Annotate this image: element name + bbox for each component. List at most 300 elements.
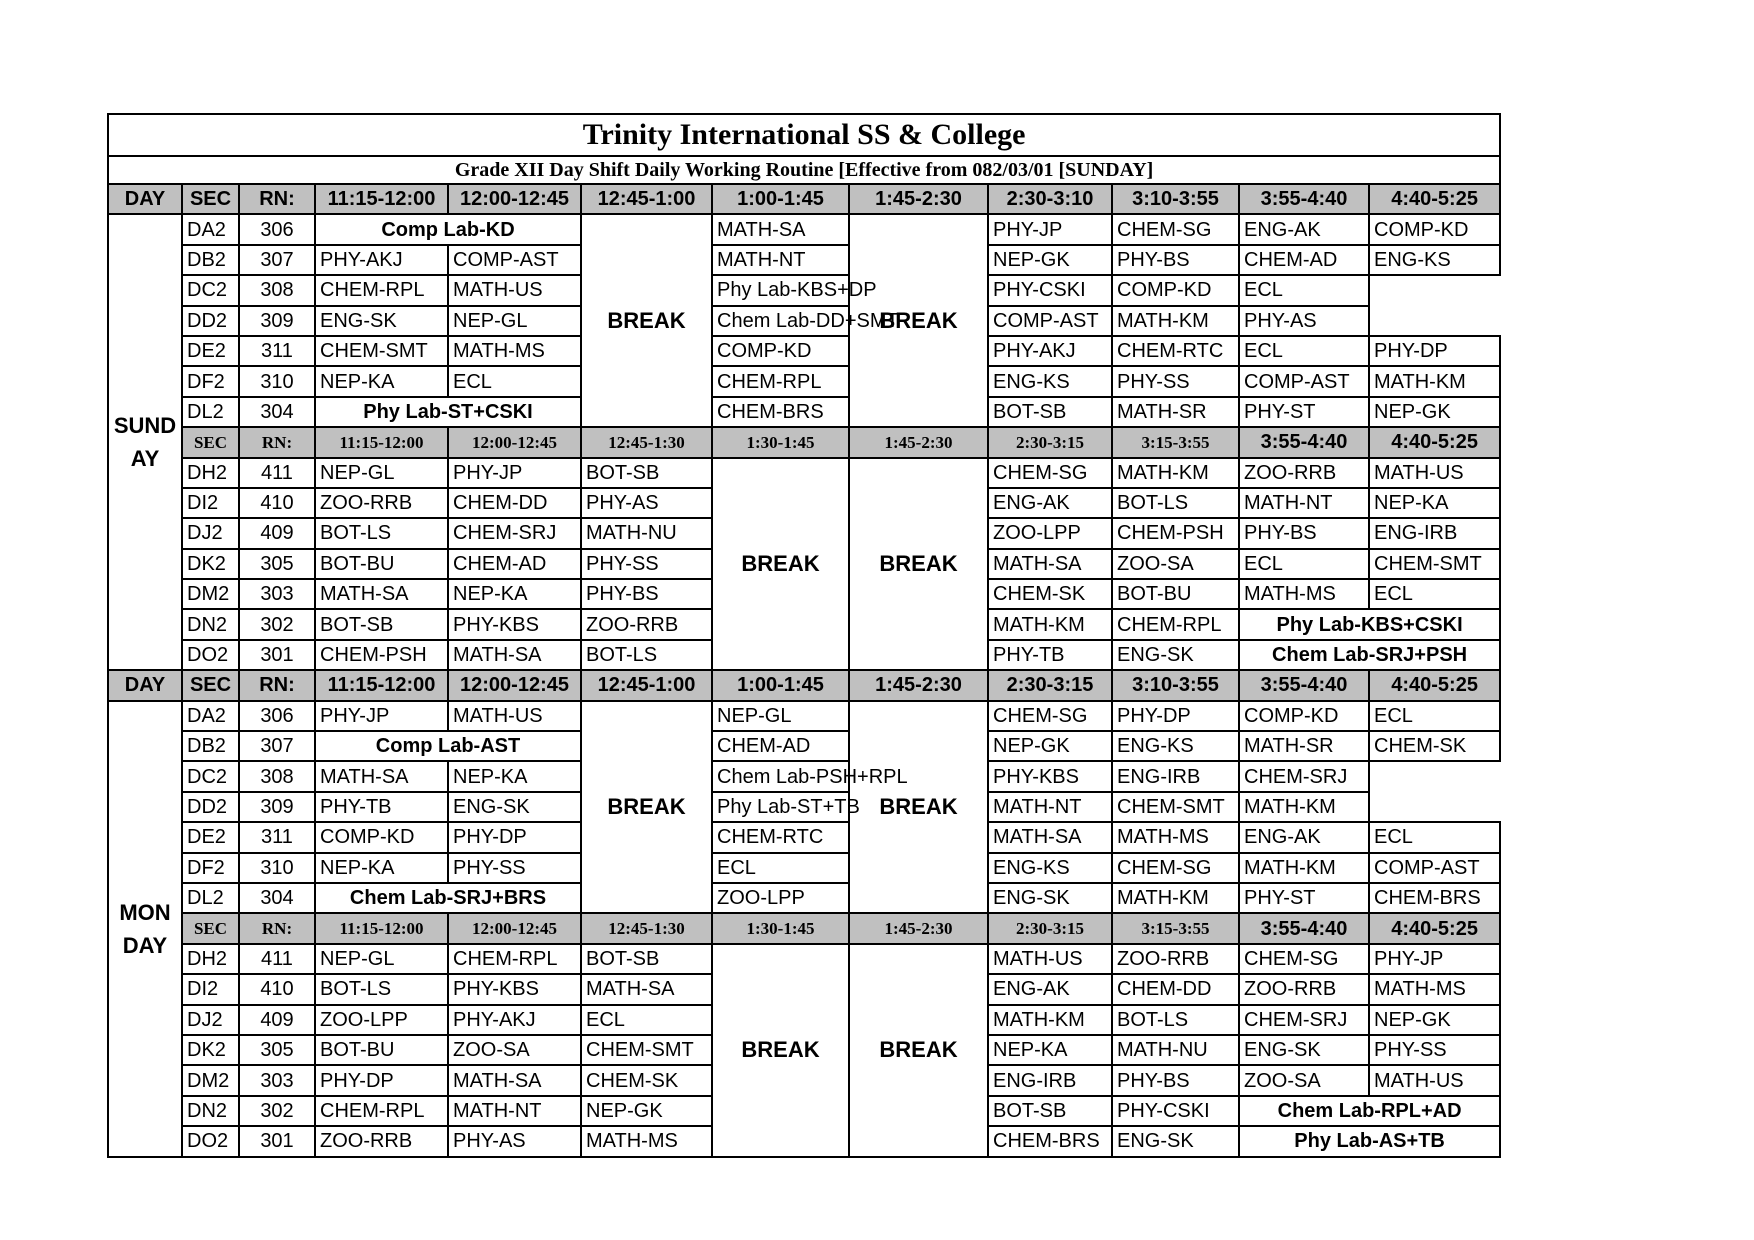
period-cell: PHY-TB xyxy=(315,792,448,822)
period-cell: COMP-AST xyxy=(1239,366,1369,396)
section-cell: DJ2 xyxy=(182,518,239,548)
period-cell: ECL xyxy=(1239,336,1369,366)
section-cell: DO2 xyxy=(182,1126,239,1156)
break-cell: BREAK xyxy=(581,214,712,427)
period-cell: CHEM-RPL xyxy=(1112,609,1239,639)
table-row xyxy=(108,792,1500,822)
day-label: MONDAY xyxy=(108,701,182,1157)
column-header: 1:45-2:30 xyxy=(849,427,988,457)
period-cell: CHEM-RPL xyxy=(712,366,849,396)
period-cell: NEP-KA xyxy=(315,853,448,883)
section-cell: DL2 xyxy=(182,397,239,427)
period-cell: CHEM-RPL xyxy=(315,1096,448,1126)
column-header: 2:30-3:15 xyxy=(988,427,1112,457)
period-cell: CHEM-DD xyxy=(1112,974,1239,1004)
period-cell: ZOO-RRB xyxy=(1239,458,1369,488)
period-cell: BOT-LS xyxy=(315,974,448,1004)
routine-table xyxy=(107,113,1501,1158)
period-cell: CHEM-SMT xyxy=(581,1035,712,1065)
column-header: 11:15-12:00 xyxy=(315,427,448,457)
column-header: 12:45-1:30 xyxy=(581,427,712,457)
period-cell: CHEM-AD xyxy=(1239,245,1369,275)
period-cell: NEP-GL xyxy=(712,701,849,731)
section-cell: DC2 xyxy=(182,761,239,791)
room-number-cell: 310 xyxy=(239,853,315,883)
column-header: 4:40-5:25 xyxy=(1369,913,1500,943)
period-cell: ECL xyxy=(448,366,581,396)
column-header: 3:15-3:55 xyxy=(1112,913,1239,943)
column-header: 2:30-3:15 xyxy=(988,913,1112,943)
column-header: DAY xyxy=(108,670,182,700)
period-cell: MATH-KM xyxy=(1112,458,1239,488)
period-cell: MATH-US xyxy=(988,944,1112,974)
period-cell: BOT-BU xyxy=(315,549,448,579)
period-cell: BOT-SB xyxy=(988,1096,1112,1126)
period-cell: CHEM-SMT xyxy=(1112,792,1239,822)
period-cell: Chem Lab-PSH+RPL xyxy=(712,761,849,791)
column-header: 1:00-1:45 xyxy=(712,670,849,700)
room-number-cell: 307 xyxy=(239,245,315,275)
section-cell: DJ2 xyxy=(182,1005,239,1035)
period-cell: BOT-SB xyxy=(581,458,712,488)
table-row xyxy=(108,366,1500,396)
period-cell: ZOO-LPP xyxy=(315,1005,448,1035)
period-cell: ECL xyxy=(1369,822,1500,852)
period-cell: MATH-MS xyxy=(581,1126,712,1156)
period-cell: NEP-GK xyxy=(1369,397,1500,427)
column-header: 12:45-1:30 xyxy=(581,913,712,943)
period-cell: ENG-SK xyxy=(315,306,448,336)
period-cell: ZOO-RRB xyxy=(315,1126,448,1156)
period-cell: CHEM-BRS xyxy=(1369,883,1500,913)
period-cell: ZOO-LPP xyxy=(988,518,1112,548)
section-cell: DH2 xyxy=(182,458,239,488)
column-header: 3:10-3:55 xyxy=(1112,184,1239,214)
room-number-cell: 411 xyxy=(239,458,315,488)
column-header: 1:30-1:45 xyxy=(712,427,849,457)
period-cell: CHEM-SK xyxy=(988,579,1112,609)
sub-header-row xyxy=(108,427,1500,457)
period-cell: BOT-BU xyxy=(315,1035,448,1065)
period-cell: PHY-ST xyxy=(1239,397,1369,427)
section-cell: DI2 xyxy=(182,488,239,518)
period-cell: MATH-US xyxy=(448,701,581,731)
column-header: RN: xyxy=(239,184,315,214)
period-cell: PHY-CSKI xyxy=(1112,1096,1239,1126)
period-cell: ENG-AK xyxy=(1239,214,1369,244)
room-number-cell: 309 xyxy=(239,306,315,336)
period-cell: PHY-KBS xyxy=(988,761,1112,791)
table-row xyxy=(108,397,1500,427)
room-number-cell: 304 xyxy=(239,883,315,913)
period-cell: MATH-NT xyxy=(1239,488,1369,518)
break-cell: BREAK xyxy=(849,458,988,671)
period-cell: MATH-KM xyxy=(1369,366,1500,396)
column-header: RN: xyxy=(239,670,315,700)
period-cell: NEP-GL xyxy=(315,944,448,974)
period-cell: NEP-GL xyxy=(448,306,581,336)
period-cell: NEP-KA xyxy=(448,579,581,609)
room-number-cell: 409 xyxy=(239,1005,315,1035)
period-cell: PHY-BS xyxy=(1112,1065,1239,1095)
column-header: 12:00-12:45 xyxy=(448,670,581,700)
period-cell: MATH-KM xyxy=(1112,883,1239,913)
period-cell: MATH-SA xyxy=(448,1065,581,1095)
subtitle-row xyxy=(108,156,1500,184)
section-cell: DB2 xyxy=(182,731,239,761)
room-number-cell: 302 xyxy=(239,1096,315,1126)
period-cell: CHEM-SG xyxy=(1239,944,1369,974)
period-cell: Phy Lab-KBS+DP xyxy=(712,275,849,305)
section-cell: DM2 xyxy=(182,579,239,609)
table-row xyxy=(108,336,1500,366)
period-cell: ENG-AK xyxy=(988,488,1112,518)
period-cell: ECL xyxy=(1239,275,1369,305)
period-cell: CHEM-SK xyxy=(581,1065,712,1095)
period-cell: MATH-NT xyxy=(448,1096,581,1126)
period-cell: ENG-IRB xyxy=(988,1065,1112,1095)
column-header: 12:00-12:45 xyxy=(448,913,581,943)
table-row xyxy=(108,306,1500,336)
period-cell: MATH-SA xyxy=(448,640,581,670)
column-header: 12:45-1:00 xyxy=(581,670,712,700)
section-cell: DF2 xyxy=(182,366,239,396)
column-header: SEC xyxy=(182,427,239,457)
section-cell: DA2 xyxy=(182,701,239,731)
period-cell: MATH-SA xyxy=(315,579,448,609)
section-cell: DC2 xyxy=(182,275,239,305)
lab-cell: Phy Lab-KBS+CSKI xyxy=(1239,609,1500,639)
period-cell: ECL xyxy=(1239,549,1369,579)
period-cell: ZOO-RRB xyxy=(1112,944,1239,974)
period-cell: MATH-SA xyxy=(988,822,1112,852)
break-cell: BREAK xyxy=(581,701,712,914)
period-cell: ENG-SK xyxy=(988,883,1112,913)
page-title: Trinity International SS & College xyxy=(108,114,1500,156)
period-cell: BOT-LS xyxy=(581,640,712,670)
break-cell: BREAK xyxy=(849,944,988,1157)
table-row xyxy=(108,245,1500,275)
section-cell: DK2 xyxy=(182,549,239,579)
period-cell: MATH-MS xyxy=(1239,579,1369,609)
period-cell: PHY-CSKI xyxy=(988,275,1112,305)
period-cell: COMP-KD xyxy=(712,336,849,366)
period-cell: MATH-KM xyxy=(1112,306,1239,336)
period-cell: COMP-KD xyxy=(315,822,448,852)
table-row xyxy=(108,761,1500,791)
period-cell: ECL xyxy=(581,1005,712,1035)
period-cell: Chem Lab-DD+SMT xyxy=(712,306,849,336)
day-label: SUNDAY xyxy=(108,214,182,670)
period-cell: COMP-KD xyxy=(1239,701,1369,731)
column-header: 3:55-4:40 xyxy=(1239,670,1369,700)
period-cell: MATH-US xyxy=(1369,458,1500,488)
room-number-cell: 308 xyxy=(239,761,315,791)
period-cell: PHY-BS xyxy=(1112,245,1239,275)
column-header: 1:45-2:30 xyxy=(849,184,988,214)
break-cell: BREAK xyxy=(712,944,849,1157)
section-cell: DE2 xyxy=(182,822,239,852)
period-cell: MATH-SA xyxy=(988,549,1112,579)
room-number-cell: 301 xyxy=(239,640,315,670)
section-cell: DA2 xyxy=(182,214,239,244)
period-cell: MATH-KM xyxy=(988,1005,1112,1035)
period-cell: ENG-KS xyxy=(988,366,1112,396)
table-row xyxy=(108,731,1500,761)
title-row xyxy=(108,114,1500,156)
table-row xyxy=(108,214,1500,244)
period-cell: MATH-NT xyxy=(712,245,849,275)
column-header: 3:55-4:40 xyxy=(1239,184,1369,214)
period-cell: PHY-AS xyxy=(1239,306,1369,336)
period-cell: ZOO-RRB xyxy=(1239,974,1369,1004)
period-cell: PHY-SS xyxy=(448,853,581,883)
period-cell: CHEM-RTC xyxy=(1112,336,1239,366)
table-row xyxy=(108,822,1500,852)
period-cell: CHEM-SG xyxy=(1112,853,1239,883)
column-header: 12:00-12:45 xyxy=(448,427,581,457)
column-header: 4:40-5:25 xyxy=(1369,670,1500,700)
column-header: 2:30-3:15 xyxy=(988,670,1112,700)
period-cell: NEP-KA xyxy=(315,366,448,396)
room-number-cell: 307 xyxy=(239,731,315,761)
period-cell: CHEM-RPL xyxy=(315,275,448,305)
lab-cell: Comp Lab-KD xyxy=(315,214,581,244)
period-cell: CHEM-PSH xyxy=(1112,518,1239,548)
period-cell: PHY-DP xyxy=(315,1065,448,1095)
room-number-cell: 306 xyxy=(239,214,315,244)
column-header: 11:15-12:00 xyxy=(315,184,448,214)
period-cell: PHY-AKJ xyxy=(448,1005,581,1035)
section-cell: DN2 xyxy=(182,609,239,639)
period-cell: BOT-LS xyxy=(315,518,448,548)
period-cell: CHEM-BRS xyxy=(712,397,849,427)
table-row xyxy=(108,701,1500,731)
column-header: RN: xyxy=(239,427,315,457)
room-number-cell: 305 xyxy=(239,549,315,579)
period-cell: ENG-KS xyxy=(1112,731,1239,761)
period-cell: CHEM-SRJ xyxy=(448,518,581,548)
room-number-cell: 303 xyxy=(239,1065,315,1095)
period-cell: MATH-NU xyxy=(581,518,712,548)
column-header: 11:15-12:00 xyxy=(315,670,448,700)
period-cell: ENG-KS xyxy=(988,853,1112,883)
period-cell: MATH-SR xyxy=(1112,397,1239,427)
period-cell: MATH-US xyxy=(448,275,581,305)
column-header: 12:00-12:45 xyxy=(448,184,581,214)
period-cell: CHEM-AD xyxy=(448,549,581,579)
room-number-cell: 302 xyxy=(239,609,315,639)
period-cell: COMP-KD xyxy=(1369,214,1500,244)
column-header: 3:15-3:55 xyxy=(1112,427,1239,457)
period-cell: PHY-AS xyxy=(448,1126,581,1156)
section-cell: DD2 xyxy=(182,306,239,336)
period-cell: ENG-SK xyxy=(1112,1126,1239,1156)
period-cell: NEP-GL xyxy=(315,458,448,488)
period-cell: ECL xyxy=(1369,579,1500,609)
period-cell: MATH-MS xyxy=(448,336,581,366)
period-cell: PHY-KBS xyxy=(448,974,581,1004)
column-header: 1:00-1:45 xyxy=(712,184,849,214)
period-cell: CHEM-SG xyxy=(988,458,1112,488)
column-header: RN: xyxy=(239,913,315,943)
period-cell: CHEM-SG xyxy=(1112,214,1239,244)
break-cell: BREAK xyxy=(712,458,849,671)
period-cell: PHY-DP xyxy=(1112,701,1239,731)
period-cell: BOT-SB xyxy=(581,944,712,974)
table-row xyxy=(108,458,1500,488)
period-cell: MATH-KM xyxy=(1239,853,1369,883)
period-cell: NEP-KA xyxy=(1369,488,1500,518)
period-cell: ENG-AK xyxy=(1239,822,1369,852)
period-cell: ZOO-SA xyxy=(1239,1065,1369,1095)
column-header: 4:40-5:25 xyxy=(1369,184,1500,214)
period-cell: COMP-AST xyxy=(448,245,581,275)
section-cell: DN2 xyxy=(182,1096,239,1126)
period-cell: CHEM-SG xyxy=(988,701,1112,731)
period-cell: ENG-SK xyxy=(1112,640,1239,670)
lab-cell: Chem Lab-SRJ+BRS xyxy=(315,883,581,913)
column-header: 3:10-3:55 xyxy=(1112,670,1239,700)
room-number-cell: 310 xyxy=(239,366,315,396)
period-cell: ZOO-RRB xyxy=(581,609,712,639)
period-cell: COMP-KD xyxy=(1112,275,1239,305)
lab-cell: Phy Lab-AS+TB xyxy=(1239,1126,1500,1156)
period-cell: MATH-SA xyxy=(581,974,712,1004)
break-cell: BREAK xyxy=(849,701,988,914)
period-cell: MATH-SA xyxy=(315,761,448,791)
period-cell: NEP-KA xyxy=(448,761,581,791)
period-cell: PHY-SS xyxy=(1369,1035,1500,1065)
period-cell: PHY-AKJ xyxy=(988,336,1112,366)
page-subtitle: Grade XII Day Shift Daily Working Routine [Effective from 082/03/01 [SUNDAY] xyxy=(108,156,1500,184)
period-cell: PHY-AS xyxy=(581,488,712,518)
room-number-cell: 311 xyxy=(239,336,315,366)
room-number-cell: 410 xyxy=(239,974,315,1004)
column-header: 12:45-1:00 xyxy=(581,184,712,214)
section-cell: DK2 xyxy=(182,1035,239,1065)
period-cell: CHEM-SRJ xyxy=(1239,761,1369,791)
period-cell: MATH-SR xyxy=(1239,731,1369,761)
section-cell: DE2 xyxy=(182,336,239,366)
column-header: 3:55-4:40 xyxy=(1239,427,1369,457)
period-cell: ECL xyxy=(712,853,849,883)
room-number-cell: 304 xyxy=(239,397,315,427)
period-cell: NEP-GK xyxy=(988,731,1112,761)
table-row xyxy=(108,275,1500,305)
column-header: 1:30-1:45 xyxy=(712,913,849,943)
period-cell: MATH-KM xyxy=(1239,792,1369,822)
column-header: 1:45-2:30 xyxy=(849,913,988,943)
period-cell: BOT-BU xyxy=(1112,579,1239,609)
period-cell: COMP-AST xyxy=(1369,853,1500,883)
period-cell: CHEM-SK xyxy=(1369,731,1500,761)
sub-header-row xyxy=(108,913,1500,943)
period-cell: ZOO-SA xyxy=(448,1035,581,1065)
period-cell: PHY-AKJ xyxy=(315,245,448,275)
lab-cell: Chem Lab-SRJ+PSH xyxy=(1239,640,1500,670)
section-cell: DO2 xyxy=(182,640,239,670)
table-row xyxy=(108,944,1500,974)
period-cell: PHY-SS xyxy=(1112,366,1239,396)
column-header: SEC xyxy=(182,184,239,214)
period-cell: ENG-KS xyxy=(1369,245,1500,275)
section-cell: DD2 xyxy=(182,792,239,822)
period-cell: CHEM-SRJ xyxy=(1239,1005,1369,1035)
period-cell: NEP-GK xyxy=(988,245,1112,275)
lab-cell: Comp Lab-AST xyxy=(315,731,581,761)
period-cell: PHY-ST xyxy=(1239,883,1369,913)
period-cell: CHEM-SMT xyxy=(1369,549,1500,579)
period-cell: MATH-MS xyxy=(1112,822,1239,852)
period-cell: BOT-SB xyxy=(988,397,1112,427)
room-number-cell: 411 xyxy=(239,944,315,974)
lab-cell: Phy Lab-ST+CSKI xyxy=(315,397,581,427)
period-cell: PHY-DP xyxy=(448,822,581,852)
section-cell: DH2 xyxy=(182,944,239,974)
header-row xyxy=(108,184,1500,214)
room-number-cell: 301 xyxy=(239,1126,315,1156)
period-cell: CHEM-SMT xyxy=(315,336,448,366)
period-cell: PHY-JP xyxy=(315,701,448,731)
period-cell: PHY-BS xyxy=(581,579,712,609)
period-cell: BOT-LS xyxy=(1112,1005,1239,1035)
room-number-cell: 410 xyxy=(239,488,315,518)
column-header: SEC xyxy=(182,913,239,943)
period-cell: MATH-NU xyxy=(1112,1035,1239,1065)
column-header: 1:45-2:30 xyxy=(849,670,988,700)
period-cell: MATH-MS xyxy=(1369,974,1500,1004)
column-header: 11:15-12:00 xyxy=(315,913,448,943)
table-row xyxy=(108,853,1500,883)
period-cell: NEP-GK xyxy=(581,1096,712,1126)
period-cell: ENG-IRB xyxy=(1112,761,1239,791)
period-cell: PHY-JP xyxy=(448,458,581,488)
period-cell: CHEM-RTC xyxy=(712,822,849,852)
header-row xyxy=(108,670,1500,700)
period-cell: CHEM-AD xyxy=(712,731,849,761)
room-number-cell: 303 xyxy=(239,579,315,609)
section-cell: DI2 xyxy=(182,974,239,1004)
period-cell: PHY-JP xyxy=(988,214,1112,244)
section-cell: DL2 xyxy=(182,883,239,913)
period-cell: CHEM-DD xyxy=(448,488,581,518)
room-number-cell: 309 xyxy=(239,792,315,822)
period-cell: ZOO-SA xyxy=(1112,549,1239,579)
column-header: 4:40-5:25 xyxy=(1369,427,1500,457)
period-cell: BOT-SB xyxy=(315,609,448,639)
period-cell: BOT-LS xyxy=(1112,488,1239,518)
section-cell: DF2 xyxy=(182,853,239,883)
period-cell: CHEM-RPL xyxy=(448,944,581,974)
period-cell: MATH-SA xyxy=(712,214,849,244)
period-cell: PHY-TB xyxy=(988,640,1112,670)
period-cell: Phy Lab-ST+TB xyxy=(712,792,849,822)
period-cell: ZOO-RRB xyxy=(315,488,448,518)
period-cell: CHEM-BRS xyxy=(988,1126,1112,1156)
period-cell: ECL xyxy=(1369,701,1500,731)
period-cell: NEP-KA xyxy=(988,1035,1112,1065)
column-header: DAY xyxy=(108,184,182,214)
room-number-cell: 311 xyxy=(239,822,315,852)
period-cell: MATH-NT xyxy=(988,792,1112,822)
room-number-cell: 409 xyxy=(239,518,315,548)
period-cell: MATH-US xyxy=(1369,1065,1500,1095)
period-cell: NEP-GK xyxy=(1369,1005,1500,1035)
period-cell: MATH-KM xyxy=(988,609,1112,639)
period-cell: ENG-AK xyxy=(988,974,1112,1004)
period-cell: ENG-IRB xyxy=(1369,518,1500,548)
